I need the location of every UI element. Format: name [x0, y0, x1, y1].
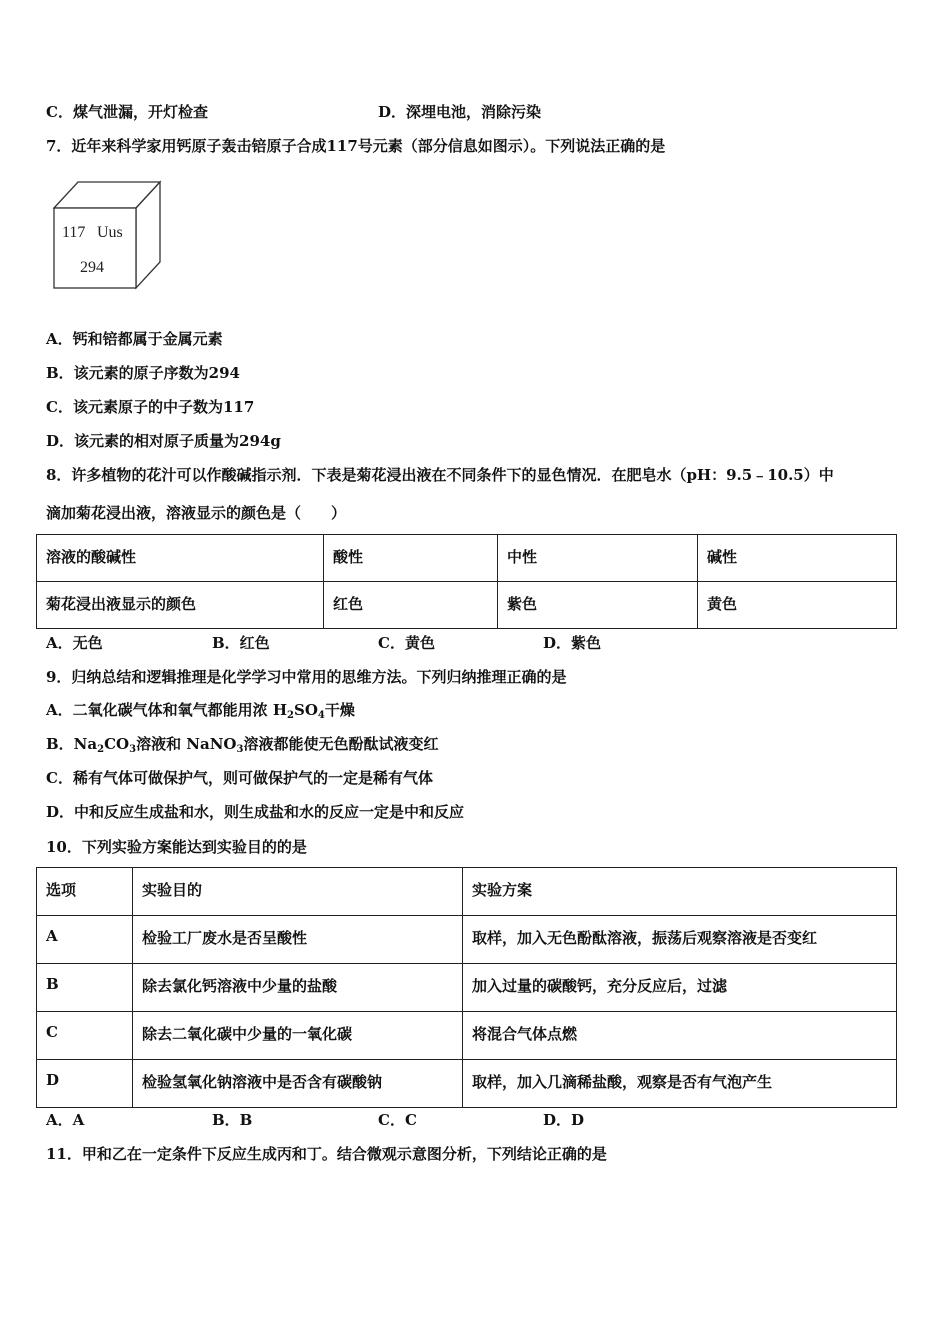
- element-mass: 294: [80, 259, 104, 276]
- table-cell: 除去二氧化碳中少量的一氧化碳: [133, 1012, 463, 1060]
- table-header-cell: 实验目的: [133, 868, 463, 916]
- table-cell: 将混合气体点燃: [463, 1012, 897, 1060]
- table-cell: B: [37, 964, 133, 1012]
- subscript: 3: [129, 744, 137, 755]
- table-row: [37, 1060, 897, 1108]
- table-header-cell: 碱性: [698, 535, 897, 582]
- q8-stem-line2: 滴加菊花浸出液，溶液显示的颜色是（ ）: [46, 504, 347, 522]
- q11-stem: 11．甲和乙在一定条件下反应生成丙和丁。结合微观示意图分析，下列结论正确的是: [46, 1145, 607, 1163]
- table-row: [37, 582, 897, 629]
- subscript: 4: [317, 710, 325, 721]
- element-card-cube-diagram: [50, 180, 170, 292]
- table-row: [37, 916, 897, 964]
- table-cell: 黄色: [698, 582, 897, 629]
- q9-option-a: [46, 700, 355, 720]
- subscript: 2: [287, 710, 295, 721]
- table-cell: 加入过量的碳酸钙，充分反应后，过滤: [463, 964, 897, 1012]
- table-header-cell: 酸性: [324, 535, 498, 582]
- table-cell: 红色: [324, 582, 498, 629]
- q8-option-d: D．紫色: [543, 634, 602, 652]
- q8-option-c: C．黄色: [378, 634, 435, 652]
- formula-part: SO: [294, 701, 318, 719]
- table-cell: D: [37, 1060, 133, 1108]
- q7-option-d: D．该元素的相对原子质量为294g: [46, 432, 281, 450]
- table-cell: 取样，加入无色酚酞溶液，振荡后观察溶液是否变红: [463, 916, 897, 964]
- subscript: 2: [97, 744, 105, 755]
- q10-option-a: A．A: [46, 1111, 85, 1129]
- q10-experiment-table: [36, 867, 897, 1108]
- q8-stem-line1: 8．许多植物的花汁可以作酸碱指示剂．下表是菊花浸出液在不同条件下的显色情况．在肥皂水（pH：9.5﹣10.5）中: [46, 466, 834, 484]
- formula-part: 溶液和 NaNO: [136, 735, 237, 753]
- q9-option-a-tail: 干燥: [324, 701, 355, 719]
- q8-indicator-table: [36, 534, 897, 629]
- q10-option-c: C．C: [378, 1111, 417, 1129]
- formula-part: CO: [104, 735, 130, 753]
- table-row: [37, 1012, 897, 1060]
- q6-option-d: D．深埋电池，消除污染: [378, 103, 542, 121]
- table-header-cell: 选项: [37, 868, 133, 916]
- table-cell: 检验氢氧化钠溶液中是否含有碳酸钠: [133, 1060, 463, 1108]
- q8-option-b: B．红色: [212, 634, 270, 652]
- table-header-cell: 溶液的酸碱性: [37, 535, 324, 582]
- q9-option-d: D．中和反应生成盐和水，则生成盐和水的反应一定是中和反应: [46, 803, 465, 821]
- table-row: [37, 535, 897, 582]
- element-number: 117: [62, 224, 86, 241]
- table-cell: 取样，加入几滴稀盐酸，观察是否有气泡产生: [463, 1060, 897, 1108]
- table-cell: 除去氯化钙溶液中少量的盐酸: [133, 964, 463, 1012]
- q6-option-c: C．煤气泄漏，开灯检查: [46, 103, 208, 121]
- table-cell: 检验工厂废水是否呈酸性: [133, 916, 463, 964]
- table-cell: C: [37, 1012, 133, 1060]
- q9-stem: 9．归纳总结和逻辑推理是化学学习中常用的思维方法。下列归纳推理正确的是: [46, 668, 567, 686]
- table-header-cell: 中性: [498, 535, 698, 582]
- q9-option-a-text: A．二氧化碳气体和氧气都能用浓 H: [46, 701, 288, 719]
- table-cell: 紫色: [498, 582, 698, 629]
- q9-option-c: C．稀有气体可做保护气，则可做保护气的一定是稀有气体: [46, 769, 433, 787]
- table-header-cell: 实验方案: [463, 868, 897, 916]
- q7-option-a: A．钙和锫都属于金属元素: [46, 330, 223, 348]
- q9-option-b: [46, 734, 438, 754]
- table-cell: 菊花浸出液显示的颜色: [37, 582, 324, 629]
- q7-option-b: B．该元素的原子序数为294: [46, 364, 240, 382]
- q10-option-d: D．D: [543, 1111, 585, 1129]
- q7-stem: 7．近年来科学家用钙原子轰击锫原子合成117号元素（部分信息如图示）。下列说法正确的是: [46, 137, 666, 155]
- q9-option-b-tail: 溶液都能使无色酚酞试液变红: [243, 735, 439, 753]
- cube-front-face: [54, 208, 136, 288]
- q7-option-c: C．该元素原子的中子数为117: [46, 398, 255, 416]
- element-symbol: Uus: [97, 224, 123, 241]
- q10-option-b: B．B: [212, 1111, 253, 1129]
- q8-option-a: A．无色: [46, 634, 103, 652]
- q9-option-b-text: B．Na: [46, 735, 98, 753]
- table-row: [37, 964, 897, 1012]
- q10-stem: 10．下列实验方案能达到实验目的的是: [46, 838, 307, 856]
- subscript: 3: [236, 744, 244, 755]
- table-row: [37, 868, 897, 916]
- table-cell: A: [37, 916, 133, 964]
